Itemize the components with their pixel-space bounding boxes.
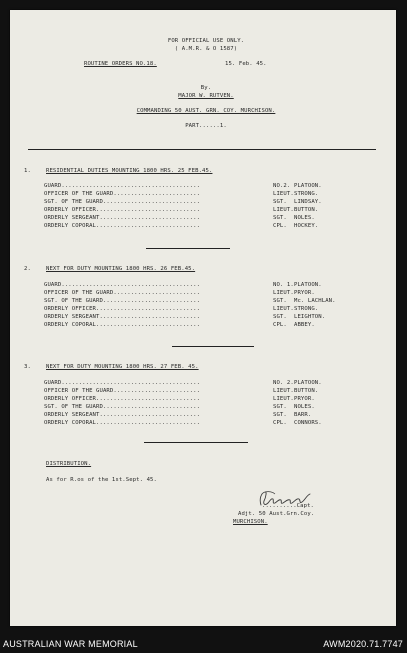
duty-rank: SGT. [273,215,287,221]
archive-reference: AWM2020.71.7747 [323,639,403,649]
duty-row [44,183,344,190]
duty-row [44,282,344,289]
duty-label: ORDERLY OFFICER.............................. [44,396,201,402]
document-page [10,10,396,626]
duty-row [44,404,344,411]
distribution-heading: DISTRIBUTION. [46,461,92,467]
duty-name: BUTTON. [294,388,319,394]
duty-name: STRONG. [294,306,319,312]
by-line: By. [200,85,212,91]
official-use-heading: FOR OFFICIAL USE ONLY. [167,38,245,44]
duty-name: NOLES. [294,404,315,410]
section-title: NEXT FOR DUTY MOUNTING 1800 HRS. 27 FEB. 45. [46,364,199,370]
duty-rank: CPL. [273,223,287,229]
duty-row [44,191,344,198]
section-divider [146,248,230,249]
duty-rank: SGT. [273,314,287,320]
distribution-text: As for R.os of the 1st.Sept. 45. [46,477,157,483]
duty-rank: LIEUT. [273,290,294,296]
location-line: MURCHISON. [233,519,268,525]
duty-rank: NO.2. [273,183,291,189]
duty-name: HOCKEY. [294,223,319,229]
major-name: MAJOR W. RUTVEN. [178,93,234,99]
duty-row [44,290,344,297]
duty-row [44,215,344,222]
duty-rank: LIEUT. [273,191,294,197]
duty-row [44,380,344,387]
order-date: 15. Feb. 45. [225,61,267,67]
duty-label: ORDERLY SERGEANT............................. [44,215,201,221]
adjutant-line: Adjt. 50 Aust.Grn.Coy. [238,511,315,517]
duty-name: CONNORS. [294,420,322,426]
duty-label: GUARD........................................ [44,183,201,189]
duty-label: ORDERLY SERGEANT............................. [44,412,201,418]
duty-row [44,412,344,419]
duty-label: OFFICER OF THE GUARD......................... [44,290,201,296]
duty-label: ORDERLY OFFICER.............................. [44,207,201,213]
duty-name: PRYOR. [294,396,315,402]
duty-rank: LIEUT. [273,207,294,213]
duty-rank: CPL. [273,420,287,426]
duty-label: ORDERLY OFFICER.............................. [44,306,201,312]
duty-row [44,207,344,214]
section-divider [172,346,254,347]
duty-label: SGT. OF THE GUARD............................ [44,199,201,205]
header-divider [28,149,376,150]
duty-name: ABBEY. [294,322,315,328]
duty-label: SGT. OF THE GUARD............................ [44,298,201,304]
duty-row [44,322,344,329]
part-line: PART......1. [185,123,227,129]
duty-name: NOLES. [294,215,315,221]
duty-name: BARR. [294,412,312,418]
archive-credit: AUSTRALIAN WAR MEMORIAL [3,639,138,649]
duty-row [44,298,344,305]
section-divider [144,442,248,443]
section-title: NEXT FOR DUTY MOUNTING 1800 HRS. 26 FEB.45. [46,266,196,272]
routine-orders-title: ROUTINE ORDERS NO.18. [84,61,157,67]
duty-row [44,396,344,403]
duty-name: LINDSAY. [294,199,322,205]
captain-line: ..........Capt. [262,503,315,509]
duty-label: SGT. OF THE GUARD............................ [44,404,201,410]
duty-rank: SGT. [273,404,287,410]
duty-row [44,420,344,427]
duty-name: STRONG. [294,191,319,197]
duty-name: Mc. LACHLAN. [294,298,336,304]
duty-row [44,306,344,313]
duty-row [44,223,344,230]
duty-rank: LIEUT. [273,388,294,394]
reference-line: ( A.M.R. & O 1587) [174,46,238,52]
duty-label: OFFICER OF THE GUARD......................... [44,388,201,394]
duty-row [44,388,344,395]
duty-name: PLATOON. [294,380,322,386]
duty-label: ORDERLY COPORAL.............................. [44,420,201,426]
duty-rank: SGT. [273,199,287,205]
duty-name: PLATOON. [294,282,322,288]
section-number: 3. [24,364,31,370]
commanding-line: COMMANDING 50 AUST. GRN. COY. MURCHISON. [136,108,276,114]
duty-label: ORDERLY COPORAL.............................. [44,223,201,229]
section-number: 1. [24,168,31,174]
duty-label: OFFICER OF THE GUARD......................... [44,191,201,197]
duty-name: PLATOON. [294,183,322,189]
duty-row [44,314,344,321]
section-title: RESIDENTIAL DUTIES MOUNTING 1800 HRS. 25 FEB.45. [46,168,213,174]
duty-rank: NO. 2. [273,380,294,386]
duty-name: BUTTON. [294,207,319,213]
duty-rank: NO. 1. [273,282,294,288]
section-number: 2. [24,266,31,272]
duty-name: LEIGHTON. [294,314,326,320]
duty-name: PRYOR. [294,290,315,296]
duty-rank: SGT. [273,412,287,418]
duty-rank: CPL. [273,322,287,328]
duty-label: ORDERLY SERGEANT............................. [44,314,201,320]
duty-rank: LIEUT. [273,306,294,312]
duty-label: GUARD........................................ [44,380,201,386]
duty-row [44,199,344,206]
duty-rank: SGT. [273,298,287,304]
duty-label: GUARD........................................ [44,282,201,288]
duty-label: ORDERLY COPORAL.............................. [44,322,201,328]
duty-rank: LIEUT. [273,396,294,402]
